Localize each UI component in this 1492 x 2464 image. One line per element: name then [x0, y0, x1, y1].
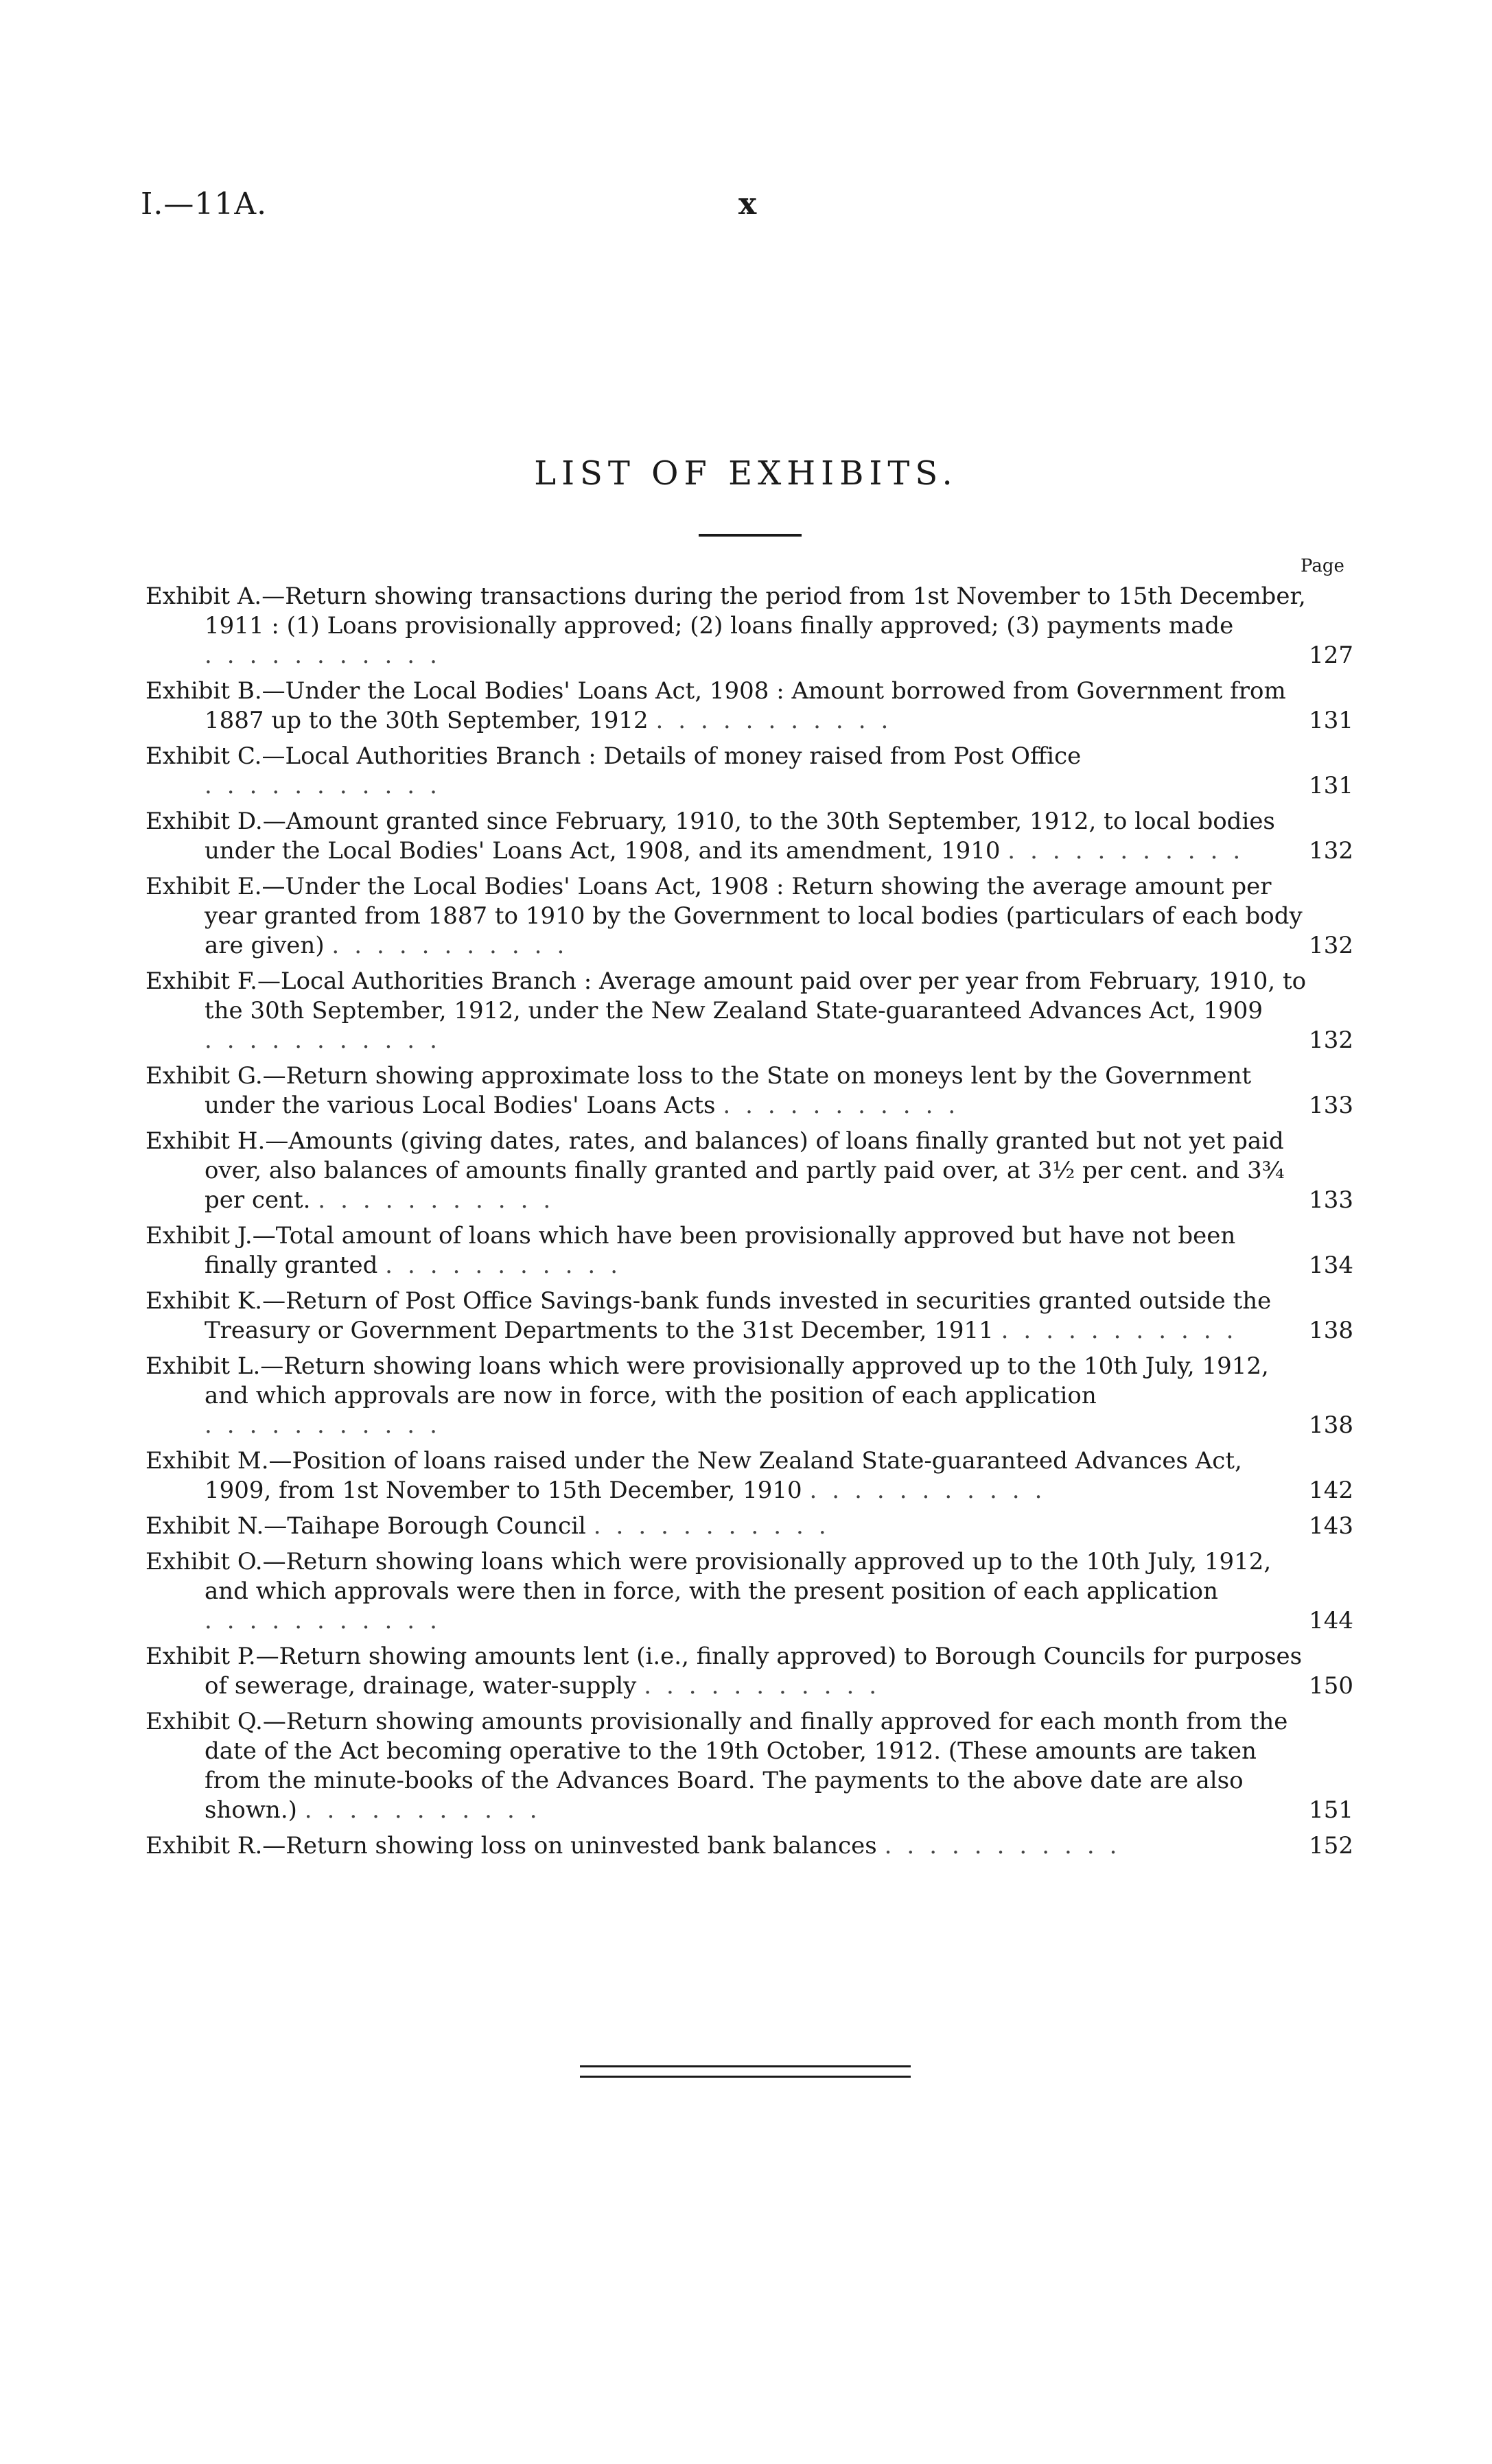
- exhibit-entry: [145, 1446, 1353, 1505]
- exhibit-page-number: 151: [1309, 1796, 1353, 1824]
- exhibit-label: Exhibit E.: [145, 873, 262, 900]
- exhibit-entry: [145, 1352, 1353, 1440]
- exhibit-entry: [145, 1127, 1353, 1215]
- exhibit-description: —Return showing loans which were provisionally approved up to the 10th July, 1912, and which approvals are now in force, with the position of each application: [205, 1352, 1269, 1409]
- exhibit-entry: [145, 582, 1353, 670]
- dot-leader: ...........: [385, 1252, 633, 1279]
- exhibit-description: —Total amount of loans which have been provisionally approved but have not been finally granted: [205, 1222, 1236, 1279]
- exhibit-description: —Position of loans raised under the New Zealand State-guaranteed Advances Act, 1909, from 1st November to 15th December, 1910: [205, 1447, 1242, 1504]
- dot-leader: ...........: [655, 707, 904, 734]
- exhibit-label: Exhibit J.: [145, 1222, 253, 1249]
- exhibit-description: —Amounts (giving dates, rates, and balances) of loans finally granted but not yet paid over, also balances of amounts finally granted and partly paid over, at 3½ per cent. and 3¾ per cent.: [205, 1127, 1285, 1214]
- exhibit-entry: [145, 1287, 1353, 1346]
- exhibit-entry: [145, 1061, 1353, 1120]
- exhibit-entry: [145, 1547, 1353, 1636]
- dot-leader: ...........: [205, 1607, 452, 1634]
- exhibit-page-number: 127: [1309, 642, 1353, 669]
- dot-leader: ...........: [644, 1672, 892, 1700]
- exhibit-description: —Return showing loss on uninvested bank balances: [262, 1832, 877, 1859]
- exhibit-page-number: 132: [1309, 932, 1353, 959]
- dot-leader: ...........: [809, 1477, 1058, 1504]
- exhibit-page-number: 132: [1309, 837, 1353, 865]
- exhibit-description: —Return of Post Office Savings-bank funds invested in securities granted outside the Treasury or Government Departments to the 31st December, 1911: [205, 1287, 1272, 1344]
- dot-leader: ...........: [1001, 1317, 1249, 1344]
- dot-leader: ...........: [884, 1832, 1132, 1859]
- exhibit-label: Exhibit Q.: [145, 1708, 263, 1735]
- exhibit-entry: [145, 807, 1353, 866]
- page-numeral: x: [738, 187, 757, 222]
- exhibit-label: Exhibit R.: [145, 1832, 263, 1859]
- exhibit-page-number: 131: [1309, 707, 1353, 734]
- exhibit-label: Exhibit N.: [145, 1512, 264, 1540]
- exhibit-entry: [145, 1707, 1353, 1825]
- exhibit-description: —Return showing transactions during the period from 1st November to 15th December, 1911 : (1) Loans provisionally approved; (2) loans finally approved; (3) payments made: [205, 583, 1306, 640]
- dot-leader: ...........: [205, 1411, 452, 1439]
- closing-double-rule: [580, 2065, 911, 2078]
- exhibit-description: —Local Authorities Branch : Average amount paid over per year from February, 1910, to the 30th September, 1912, under the New Zealand State-guaranteed Advances Act, 1909: [205, 967, 1307, 1024]
- exhibit-page-number: 138: [1309, 1317, 1353, 1344]
- exhibit-description: —Return showing loans which were provisionally approved up to the 10th July, 1912, and which approvals were then in force, with the present position of each application: [205, 1548, 1272, 1605]
- exhibit-description: —Return showing amounts lent (i.e., finally approved) to Borough Councils for purposes of sewerage, drainage, water-supply: [205, 1643, 1303, 1700]
- exhibit-entry: [145, 1642, 1353, 1701]
- exhibit-page-number: 143: [1309, 1512, 1353, 1540]
- dot-leader: ...........: [205, 642, 452, 669]
- exhibit-description: —Under the Local Bodies' Loans Act, 1908 : Return showing the average amount per year granted from 1887 to 1910 by the Government to local bodies (particulars of each body are given): [205, 873, 1303, 959]
- exhibit-description: —Return showing amounts provisionally and finally approved for each month from the date of the Act becoming operative to the 19th October, 1912. (These amounts are taken from the minute-books of the Advances Board. The payments to the above date are also shown.): [205, 1708, 1288, 1824]
- page-title: LIST OF EXHIBITS.: [534, 454, 958, 493]
- dot-leader: ...........: [593, 1512, 841, 1540]
- exhibit-label: Exhibit F.: [145, 967, 257, 995]
- exhibit-entry: [145, 1831, 1353, 1861]
- dot-leader: ...........: [723, 1092, 971, 1119]
- exhibit-description: —Return showing approximate loss to the State on moneys lent by the Government under the various Local Bodies' Loans Acts: [205, 1062, 1252, 1119]
- exhibit-page-number: 131: [1309, 772, 1353, 799]
- exhibit-page-number: 142: [1309, 1477, 1353, 1504]
- exhibit-label: Exhibit P.: [145, 1643, 256, 1670]
- exhibit-page-number: 152: [1309, 1832, 1353, 1859]
- exhibit-entry: [145, 677, 1353, 736]
- exhibit-entry: [145, 872, 1353, 961]
- document-reference: I.—11A.: [141, 187, 268, 222]
- exhibit-label: Exhibit D.: [145, 808, 263, 835]
- exhibit-page-number: 138: [1309, 1411, 1353, 1439]
- exhibit-label: Exhibit H.: [145, 1127, 266, 1155]
- exhibit-label: Exhibit L.: [145, 1352, 261, 1380]
- exhibit-label: Exhibit A.: [145, 583, 262, 610]
- exhibit-label: Exhibit M.: [145, 1447, 269, 1475]
- dot-leader: ...........: [304, 1796, 552, 1824]
- title-rule: [699, 534, 802, 537]
- dot-leader: ...........: [205, 1026, 452, 1054]
- exhibit-description: —Local Authorities Branch : Details of money raised from Post Office: [261, 742, 1082, 770]
- exhibit-entry: [145, 967, 1353, 1055]
- exhibit-entry: [145, 742, 1353, 801]
- exhibit-page-number: 133: [1309, 1092, 1353, 1119]
- exhibit-page-number: 133: [1309, 1186, 1353, 1214]
- exhibit-label: Exhibit O.: [145, 1548, 263, 1575]
- exhibit-description: —Amount granted since February, 1910, to the 30th September, 1912, to local bodies under the Local Bodies' Loans Act, 1908, and its amendment, 1910: [205, 808, 1275, 865]
- exhibit-description: —Taihape Borough Council: [264, 1512, 586, 1540]
- exhibit-page-number: 150: [1309, 1672, 1353, 1700]
- exhibit-label: Exhibit C.: [145, 742, 262, 770]
- dot-leader: ...........: [331, 932, 580, 959]
- exhibit-description: —Under the Local Bodies' Loans Act, 1908 : Amount borrowed from Government from 1887 up to the 30th September, 1912: [205, 677, 1286, 734]
- dot-leader: ...........: [205, 772, 452, 799]
- exhibit-page-number: 134: [1309, 1252, 1353, 1279]
- exhibit-label: Exhibit G.: [145, 1062, 263, 1090]
- page-column-label: Page: [1301, 556, 1344, 576]
- exhibit-page-number: 144: [1309, 1607, 1353, 1634]
- exhibit-entry: [145, 1512, 1353, 1541]
- exhibit-label: Exhibit K.: [145, 1287, 263, 1315]
- dot-leader: ...........: [1007, 837, 1256, 865]
- exhibit-label: Exhibit B.: [145, 677, 262, 705]
- dot-leader: ...........: [318, 1186, 566, 1214]
- exhibit-page-number: 132: [1309, 1026, 1353, 1054]
- exhibit-entry: [145, 1221, 1353, 1280]
- exhibit-list: [145, 582, 1353, 1867]
